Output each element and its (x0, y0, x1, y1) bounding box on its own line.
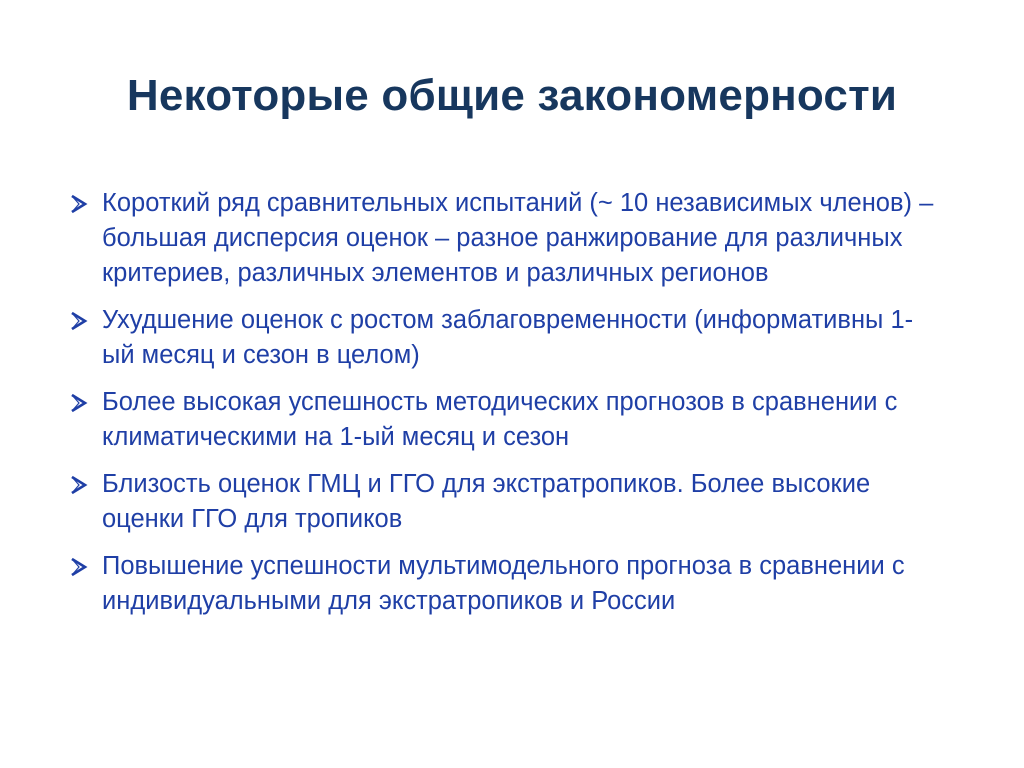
bullet-item (64, 186, 944, 291)
arrow-chevron-icon (70, 475, 88, 495)
bullet-list (64, 186, 944, 631)
bullet-text: Ухудшение оценок с ростом заблаговременности (информативны 1-ый месяц и сезон в целом) (102, 306, 914, 369)
bullet-text: Близость оценок ГМЦ и ГГО для экстратропиков. Более высокие оценки ГГО для тропиков (102, 470, 871, 533)
arrow-chevron-icon (70, 194, 88, 214)
bullet-text: Короткий ряд сравнительных испытаний (~ 10 независимых членов) – большая дисперсия оценок – разное ранжирование для различных критериев, различных элементов и различных регионов (102, 189, 934, 287)
arrow-chevron-icon (70, 311, 88, 331)
arrow-chevron-icon (70, 557, 88, 577)
bullet-item (64, 549, 944, 619)
bullet-item (64, 303, 944, 373)
bullet-item (64, 467, 944, 537)
slide-title: Некоторые общие закономерности (126, 71, 898, 120)
bullet-text: Более высокая успешность методических прогнозов в сравнении с климатическими на 1-ый месяц и сезон (102, 388, 898, 451)
arrow-chevron-icon (70, 393, 88, 413)
bullet-item (64, 385, 944, 455)
bullet-text: Повышение успешности мультимодельного прогноза в сравнении с индивидуальными для экстратропиков и России (102, 552, 905, 615)
